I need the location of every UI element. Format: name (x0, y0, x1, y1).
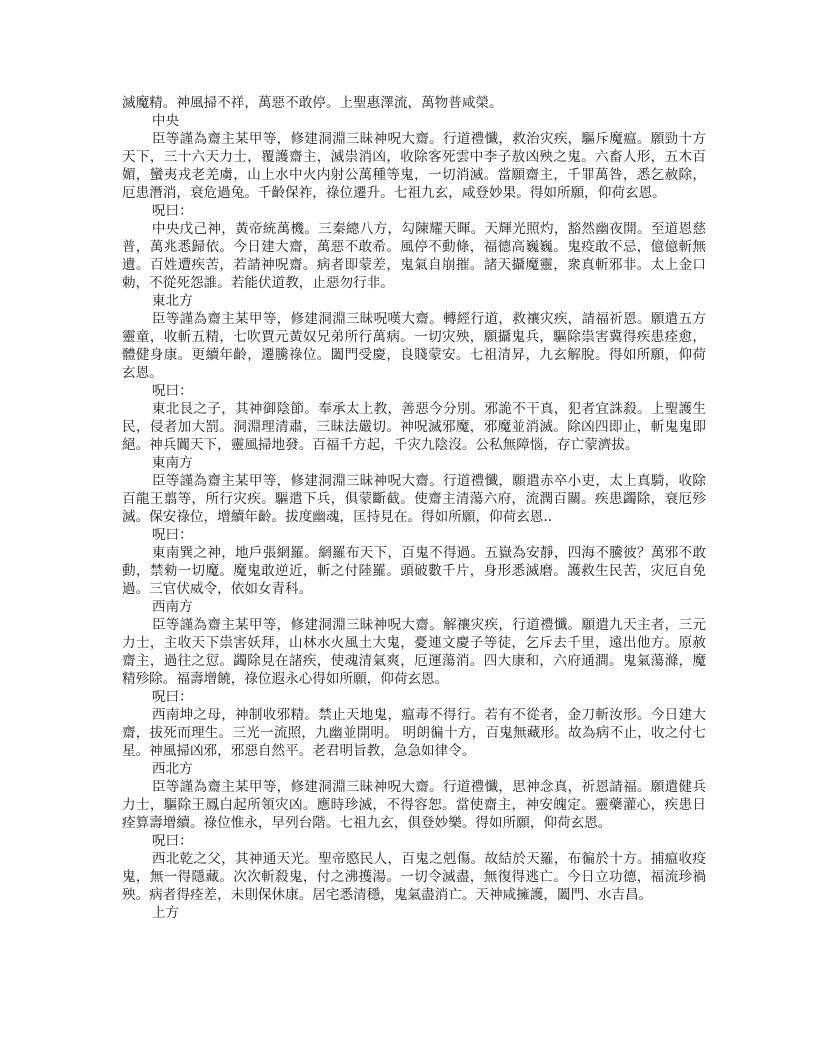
incantation-label: 呪曰： (151, 527, 193, 543)
section-heading: 西北方 (151, 761, 193, 777)
text-paragraph: 西北乾之父，其神通天光。聖帝愍民人，百鬼之剋傷。故結於天羅，布徧於十方。捕瘟收疫鬼，無一得隱藏。次次斬殺鬼，付之沸擭湯。一切令滅盡，無復得逃亡。今日立功德，福流珍禍殃。病者得痊差，未則保休康。居宅悉清穩，鬼氣盡消亡。天神咸擁護，闔門、水吉昌。 (122, 851, 706, 903)
text-paragraph: 中央戊己神，黃帝統萬機。三秦總八方，勾陳耀天暉。天輝光照灼，豁然幽夜開。至道恩慈普，萬兆悉歸依。今日建大齋，萬惡不敢希。風停不動條，福德高巍巍。鬼疫敢不忌，億億斬無遺。百姓遭疾苦，若請神呪齋。病者即蒙差，鬼氣自崩摧。諸天攝魔靈，衆真斬邪非。太上金口勅，不從死怨誰。若能伏道教，止惡勿行非。 (122, 221, 706, 291)
text-paragraph: 西南坤之母，神制收邪精。禁止天地鬼，瘟毒不得行。若有不從者，金刀斬汝形。今日建大齋，拔死而理生。三光一流照，九幽並開明。 明朗徧十方，百鬼無藏形。故為病不止，收之付七星。神風掃凶邪，邪惡自然平。老君明旨教，急急如律令。 (122, 707, 706, 759)
section-heading: 東北方 (151, 293, 193, 309)
incantation-label: 呪曰： (151, 383, 193, 399)
text-paragraph: 臣等謹為齋主某甲等，修建洞淵三昧神呪大齋。行道禮懺，思神念真，祈恩請福。願遣健兵力士，驅除王鳳白起所領灾凶。應時珍滅，不得容恕。當使齋主，神安魄定。靈藥灌心，疾患日痊算壽增續。祿位惟永，早列台階。七祖九玄，俱登妙樂。得如所願，仰荷玄恩。 (122, 779, 706, 831)
text-paragraph: 臣等謹為齋主某甲等，修建洞淵三昧神呪大齋。行道禮懺，救治灾疾，驅斥魔瘟。願勁十方天下，三十六天力士，覆護齋主，滅祟消凶，收除客死雲中李子敖凶殃之鬼。六畜人形，五木百媚，蠻夷戎老羌虜，山上水中火内射公萬種等鬼，一切消滅。當願齋主，千罪萬咎，悉乞赦除，厄患潛消，衰危過兔。千齡保祚，祿位遷升。七祖九玄，咸登妙果。得如所願，仰荷玄恩。 (122, 131, 706, 201)
text-paragraph: 滅魔精。神風掃不祥，萬惡不敢停。上聖惠澤流，萬物普咸榮。 (122, 95, 503, 111)
text-paragraph: 東南巽之神，地戶張網羅。網羅布天下，百鬼不得過。五嶽為安靜，四海不騰彼？萬邪不敢動，禁勑一切魔。魔鬼敢逆近，斬之付陸羅。頭破數千片，身形悉滅磨。護救生民苦，灾厄自免過。三官伏威令，依如女青科。 (122, 545, 706, 597)
text-paragraph: 臣等謹為齋主某甲等，修建洞淵三昧呪嘆大齋。轉經行道，救禳灾疾，請福祈恩。願遣五方靈童，收斬五精，七吹賈元黃奴兄弟所行萬病。一切灾殃，願攝鬼兵，驅除祟害冀得疾患痊愈，體健身康。更續年齡，遷騰祿位。闔門受慶，良賤蒙安。七祖清昇，九玄解脫。得如所願，仰荷玄恩。 (122, 311, 706, 381)
incantation-label: 呪曰： (151, 203, 193, 219)
incantation-label: 呪曰： (151, 689, 193, 705)
text-paragraph: 臣等謹為齋主某甲等，修建洞淵三昧神呪大齋。解禳灾疾，行道禮懺。願遣九天主者，三元力士，主收天下祟害妖拜，山林水火風土大鬼，憂連文慶子等徒，乞斥去千里，遠出他方。原赦齋主，過往之愆。蠲除見在諸疾，使魂清氣爽，厄運蕩消。四大康和，六府通澗。鬼氣蕩滌，魔精殄除。福壽增饒，祿位遐永心得如所願，仰荷玄恩。 (122, 617, 706, 687)
section-heading: 中央 (151, 113, 180, 129)
text-paragraph: 臣等謹為齋主某甲等，修建洞淵三昧神呪大齋。行道禮懺，願遣赤卒小吏，太上真騎，收除百龍王翦等，所行灾疾。驅遣下兵，俱蒙斷截。使齋主清蕩六府，流潤百關。疾患蠲除，衰厄殄滅。保安祿位，增續年齡。拔度幽魂，匡持見在。得如所願，仰荷玄恩.. (122, 473, 706, 525)
section-heading: 西南方 (151, 599, 193, 615)
incantation-label: 呪曰： (151, 833, 193, 849)
text-paragraph: 東北艮之子，其神御陰節。奉承太上教，善惡今分別。邪詭不干真，犯者宜誅殺。上聖護生民，侵者加大罰。洞淵理清肅，三昧法嚴切。神呪滅邪魔，邪魔並消滅。除凶四即止，斬鬼鬼即絕。神兵闐天下，靈風掃地發。百福千方起，千灾九陰沒。公私無障惱，存亡蒙濟拔。 (122, 401, 706, 453)
section-heading: 上方 (151, 905, 180, 921)
section-heading: 東南方 (151, 455, 193, 471)
